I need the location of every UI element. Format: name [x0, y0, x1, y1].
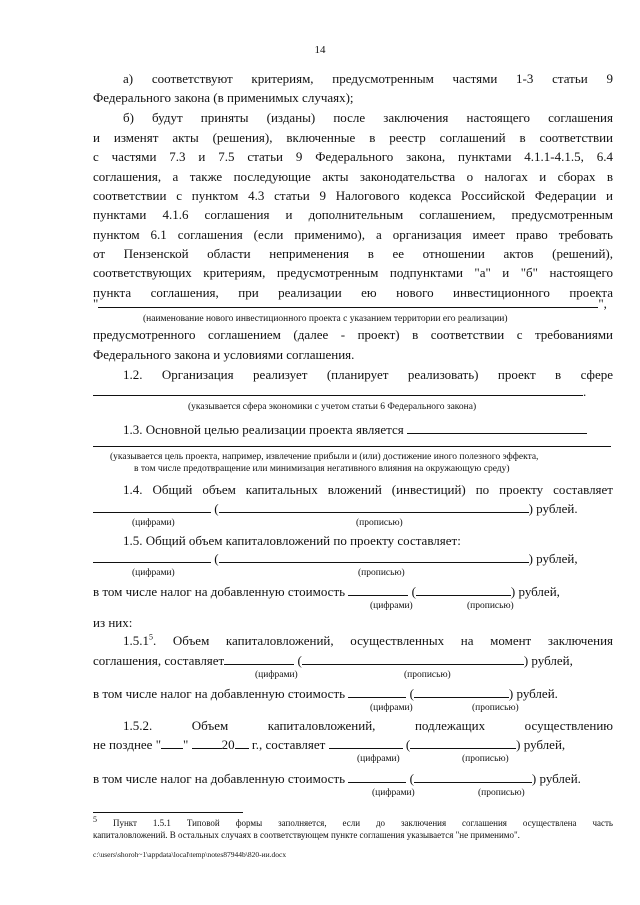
p1-5-amount-line	[93, 550, 613, 567]
p1-5-1-words-field[interactable]	[302, 652, 524, 665]
date-month-field[interactable]	[192, 736, 222, 749]
quote-close: ",	[598, 296, 607, 311]
p1-5-1-cap-words: (прописью)	[404, 670, 451, 680]
quote-open: "	[93, 296, 99, 311]
p1-5-vat-open: (	[411, 584, 416, 599]
p1-5-1-vat-digits-field[interactable]	[348, 685, 406, 698]
p1-5-2-vat-cap-digits: (цифрами)	[372, 788, 415, 798]
p1-4-digits-field[interactable]	[93, 500, 211, 513]
p1-5-2-vat-cap-words: (прописью)	[478, 788, 525, 798]
p1-5-1-text: . Объем капиталовложений, осуществленных на момент заключения	[153, 633, 613, 648]
p1-4-close: ) рублей.	[528, 501, 578, 516]
p1-5-vat-text: в том числе налог на добавленную стоимость	[93, 584, 346, 599]
project-name-line	[93, 295, 613, 312]
sphere-field[interactable]	[93, 383, 583, 396]
p1-4-amount-line	[93, 500, 613, 517]
p1-5-1-line1	[123, 633, 613, 649]
p1-2-end: .	[583, 384, 587, 399]
p1-5-vat-line	[93, 583, 613, 600]
p1-5-2-vat-close: ) рублей.	[531, 771, 581, 786]
project-name-field[interactable]	[98, 295, 598, 308]
p1-5-1-line2	[93, 652, 613, 669]
footnote-line2: капиталовложений. В остальных случаях в соответствующем пункте соглашения указывается "не применимо".	[93, 830, 520, 840]
p1-2-line1: 1.2. Организация реализует (планирует реализовать) проект в сфере	[123, 367, 613, 382]
p1-5-2-line2	[93, 736, 613, 753]
footnote-separator	[93, 812, 243, 813]
p1-5-2-vat-open: (	[409, 771, 414, 786]
p1-5-2-close: ) рублей,	[516, 737, 566, 752]
p1-5-cap-digits: (цифрами)	[132, 568, 175, 578]
p1-5-digits-field[interactable]	[93, 550, 211, 563]
para-b-line10: пункта соглашения, при реализации ею нового инвестиционного проекта	[93, 285, 613, 300]
p1-4-line1: 1.4. Общий объем капитальных вложений (инвестиций) по проекту составляет	[123, 482, 613, 497]
p1-5-vat-digits-field[interactable]	[348, 583, 408, 596]
para-b-line9: соответствующих критериям, предусмотренным подпунктами "а" и "б" настоящего	[93, 265, 613, 280]
p1-5-1-vat-line	[93, 685, 613, 702]
page-number: 14	[314, 44, 326, 56]
date-day-field[interactable]	[161, 736, 183, 749]
p1-5-vat-cap-words: (прописью)	[467, 601, 514, 611]
para-b-line2: и изменят акты (решения), включенные в реестр соглашений в соответствии	[93, 130, 613, 145]
p1-5-1-vat-text: в том числе налог на добавленную стоимость	[93, 686, 346, 701]
p1-5-2-cap-digits: (цифрами)	[357, 754, 400, 764]
p1-5-vat-close: ) рублей,	[510, 584, 560, 599]
p1-5-1-open: (	[297, 653, 302, 668]
para-b-line7: пунктом 6.1 соглашения (если применимо), а организация имеет право требовать	[93, 227, 613, 242]
footnote-ref-5[interactable]: 5	[149, 632, 153, 642]
para-b-line4: соглашения, а также последующие акты законодательства о налогах и сборах в	[93, 169, 613, 184]
p1-5-2-year-prefix: 20	[221, 737, 235, 752]
para-a-line1: а) соответствуют критериям, предусмотренным частями 1-3 статьи 9	[123, 71, 613, 86]
p1-5-2-open: (	[405, 737, 411, 752]
p1-5-1-vat-cap-digits: (цифрами)	[370, 703, 413, 713]
para-b-tail2: Федерального закона и условиями соглашения.	[93, 347, 355, 362]
date-year-field[interactable]	[235, 736, 249, 749]
footnote-line1	[93, 815, 613, 829]
p1-4-open: (	[214, 501, 219, 516]
p1-5-2-vat-line	[93, 770, 613, 787]
p1-5-2-vat-text: в том числе налог на добавленную стоимость	[93, 771, 346, 786]
p1-2-field-line	[93, 383, 613, 400]
p1-5-1-cap-digits: (цифрами)	[255, 670, 298, 680]
p1-5-of-them: из них:	[93, 615, 133, 630]
footnote-mark: 5	[93, 815, 97, 824]
para-b-line1: б) будут приняты (изданы) после заключения настоящего соглашения	[123, 110, 613, 125]
footnote-text1: Пункт 1.5.1 Типовой формы заполняется, если до заключения соглашения осуществлена часть	[97, 818, 613, 828]
p1-5-2-quote: "	[183, 737, 189, 752]
p1-2-caption: (указывается сфера экономики с учетом статьи 6 Федерального закона)	[188, 402, 477, 412]
p1-3-field-line	[93, 434, 613, 451]
para-b-line5: соответствии с пунктом 4.3 статьи 9 Налогового кодекса Российской Федерации и	[93, 188, 613, 203]
p1-5-words-field[interactable]	[219, 550, 529, 563]
p1-5-1-digits-field[interactable]	[224, 652, 294, 665]
p1-5-2-composes: г., составляет	[248, 737, 326, 752]
p1-5-2-vat-digits-field[interactable]	[348, 770, 406, 783]
p1-5-2-cap-words: (прописью)	[462, 754, 509, 764]
p1-4-cap-digits: (цифрами)	[132, 518, 175, 528]
p1-5-1-vat-cap-words: (прописью)	[472, 703, 519, 713]
p1-5-vat-words-field[interactable]	[416, 583, 511, 596]
p1-5-cap-words: (прописью)	[358, 568, 405, 578]
p1-5-1-vat-words-field[interactable]	[414, 685, 509, 698]
p1-5-open: (	[214, 551, 219, 566]
para-b-tail1: предусмотренного соглашением (далее - проект) в соответствии с требованиями	[93, 327, 613, 342]
para-b-line6: пунктами 4.1.6 соглашения и дополнительным соглашением, предусмотренным	[93, 207, 613, 222]
p1-5-close: ) рублей,	[528, 551, 578, 566]
p1-5-1-line2-text: соглашения, составляет	[93, 653, 225, 668]
project-name-caption: (наименование нового инвестиционного проекта с указанием территории его реализации)	[143, 314, 508, 324]
para-a-line2: Федерального закона (в применимых случаях);	[93, 90, 354, 105]
p1-5-2-digits-field[interactable]	[329, 736, 403, 749]
p1-5-line1: 1.5. Общий объем капиталовложений по проекту составляет:	[123, 533, 461, 548]
goal-field-1[interactable]	[407, 421, 587, 434]
p1-5-1-vat-close: ) рублей.	[508, 686, 558, 701]
p1-3-text: 1.3. Основной целью реализации проекта является	[123, 422, 404, 437]
p1-5-1-number: 1.5.1	[123, 633, 149, 648]
p1-5-vat-cap-digits: (цифрами)	[370, 601, 413, 611]
para-b-line3: с частями 7.3 и 7.5 статьи 9 Федерального закона, пунктами 4.1.1-4.1.5, 6.4	[93, 149, 613, 164]
p1-5-2-line1: 1.5.2. Объем капиталовложений, подлежащих осуществлению	[123, 718, 613, 733]
p1-4-cap-words: (прописью)	[356, 518, 403, 528]
goal-field-2[interactable]	[93, 434, 611, 447]
p1-5-1-vat-open: (	[409, 686, 414, 701]
p1-4-words-field[interactable]	[219, 500, 529, 513]
p1-5-2-date-prefix: не позднее "	[93, 737, 162, 752]
p1-3-caption1: (указывается цель проекта, например, извлечение прибыли и (или) достижение иного полезного эффекта,	[110, 452, 539, 462]
p1-5-1-close: ) рублей,	[523, 653, 573, 668]
file-path: c:\users\shoroh~1\appdata\local\temp\notes87944b\820-ии.docx	[93, 850, 287, 859]
p1-3-caption2: в том числе предотвращение или минимизация негативного влияния на окружающую среду)	[134, 464, 510, 474]
p1-5-2-vat-words-field[interactable]	[414, 770, 532, 783]
para-b-line8: от Пензенской области неприменения в ее отношении актов (решений),	[93, 246, 613, 261]
p1-5-2-words-field[interactable]	[410, 736, 516, 749]
